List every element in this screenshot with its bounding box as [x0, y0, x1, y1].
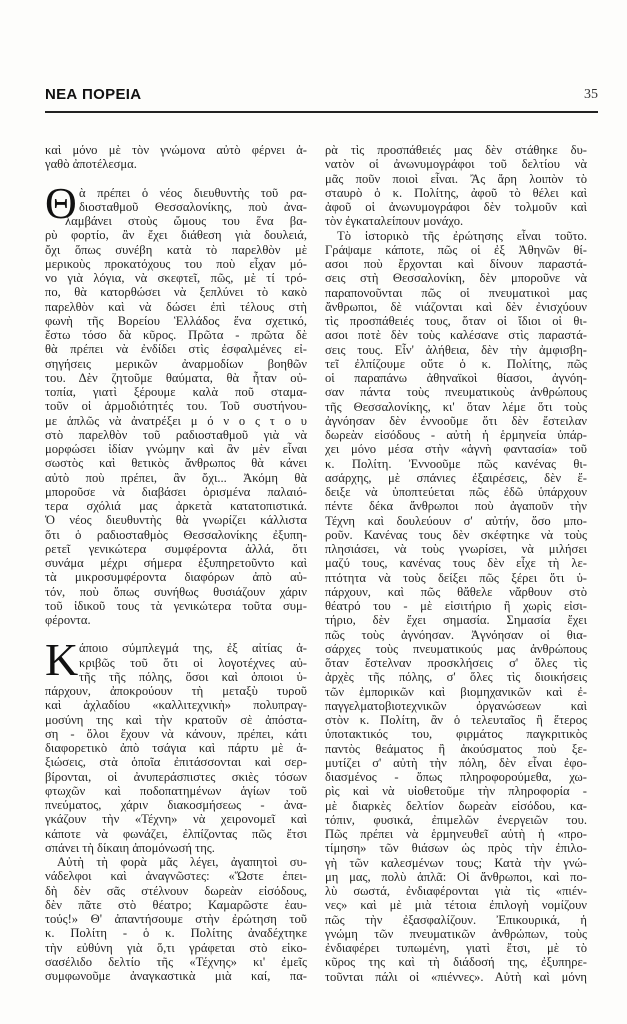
text-line: νατὸν οἱ ἀνωνυμογράφοι τοῦ δελτίου νὰ	[325, 157, 587, 172]
drop-cap-theta: Θ	[45, 178, 77, 228]
text-line: γαθὸ ἀποτέλεσμα.	[45, 157, 137, 172]
text-line: φέροντα.	[45, 613, 91, 627]
text-line: παγγελματοβιοτεχνικῶν ὀργανώσεων καὶ	[325, 698, 587, 713]
text-line: ασοι ποτὲ δὲν τοὺς καλέσανε στὶς παραστά-	[325, 328, 587, 343]
text-line: διασμένος - ὅπως πληροφορούμεθα, χω-	[325, 770, 587, 784]
text-line: θὰ πρέπει νὰ ἐνδίδει στὶς ἐσφαλμένες εἰ-	[45, 342, 307, 357]
text-line: πῶς τὴν ἐξασφαλίζουν. Ἐπικουρικά, ἡ	[325, 912, 587, 927]
text-line: σεις στὴ Θεσσαλονίκη, δὲν μποροῦνε νὰ	[325, 271, 587, 286]
text-line: μοσύνη της καὶ τὴν κρατοῦν σὲ ἀπόστα-	[45, 712, 307, 727]
text-line: διοσταθμοῦ Θεσσαλονίκης, ποὺ ἀνα-	[79, 199, 307, 214]
text-line: χει μόνο μέσα στὴν «ἁγνὴ φαντασία» τοῦ	[325, 442, 587, 457]
text-line: τήριο, δὲν ἔχει σημασία. Σημασία ἔχει	[325, 613, 587, 628]
text-line: ἔστω τόσο δὰ κῦρος. Πρῶτα - πρῶτα δὲ	[45, 328, 307, 342]
text-line: μᾶς ποῦν ποιοὶ εἶναι. Ἂς ἄρη λοιπὸν τὸ	[325, 171, 587, 186]
text-line: ροῦν. Κανένας τους δὲν σκέφτηκε νὰ τοὺς	[325, 527, 587, 542]
text-line: τὰ μικροσυμφέροντα διαφόρων ἀπὸ αὐ-	[45, 570, 307, 585]
text-line: ρὺ φορτίο, ἂν ἔχει διάθεση γιὰ δουλειά,	[45, 228, 307, 243]
text-line: ὑποτακτικός του, φιρμάτος παγκριτικὸς	[325, 727, 587, 742]
text-line: παντὸς θεάματος ἢ ἀκούσματος ποὺ ξε-	[325, 741, 587, 756]
text-line: άποιο σύμπλεγμά της, ἐξ αἰτίας ἀ-	[79, 641, 307, 656]
text-line: πνεύματος, χάριν διακοσμήσεως - ἀνα-	[45, 798, 307, 812]
text-line: δωρεὰν εἰσόδους - αὐτὴ ἡ ἑρμηνεία ὑπάρ-	[325, 428, 587, 442]
right-paragraph-1	[325, 143, 587, 229]
text-line: τὶς προσπάθειές τους, ὅταν οἱ ἴδιοι οἱ θι-	[325, 314, 587, 328]
text-line: τὴν εὐθύνη γιὰ ὅ,τι γράφεται στὸ εἰκο-	[45, 940, 307, 955]
text-line: πῶς τοὺς ἀγνόησαν. Ἀγνόησαν οἱ θια-	[325, 627, 587, 642]
text-line: λαμβάνει στοὺς ὤμους του ἕνα βα-	[65, 214, 307, 228]
text-line: τεῖ ἐλπίζουμε οὔτε ὁ κ. Πολίτης, πῶς	[325, 356, 587, 371]
text-line: στὸ παρελθὸν τοῦ ραδιοσταθμοῦ γιὰ νὰ	[45, 427, 307, 442]
text-line: Γράψαμε κάποτε, πῶς οἱ ἐξ Ἀθηνῶν θί-	[325, 242, 587, 257]
text-line: δειξε νὰ ὑποπτεύεται πῶς ἐδῶ ὑπάρχουν	[325, 485, 587, 499]
text-line: ὅτι ὁ ραδιοσταθμὸς Θεσσαλονίκης ἐξυπη-	[45, 527, 307, 542]
text-line: κάποτε νὰ φωνάζει, ἐλπίζοντας πῶς ἔτσι	[45, 826, 307, 841]
text-line: σασέλιδο δελτίο τῆς «Τέχνης» κι' ἐμεῖς	[45, 954, 307, 969]
text-line: ἀφοῦ οἱ ἀνωνυμογράφοι δὲν τολμοῦν καὶ	[325, 200, 587, 214]
text-line: τῶν ἐμπορικῶν καὶ βιομηχανικῶν καὶ ἐ-	[325, 684, 587, 699]
text-line: μαζύ τους, κανένας τους δὲν εἶχε τὴ λε-	[325, 556, 587, 571]
text-line: γκάζουν τὴν «Τέχνη» νὰ χειρονομεῖ καὶ	[45, 812, 307, 827]
text-line: βίρονται, οἱ ἀνυπεράσπιστες σκιὲς τόσων	[45, 769, 307, 784]
text-line: ὰ πρέπει ὁ νέος διευθυντὴς τοῦ ρα-	[79, 185, 307, 200]
text-line: μὲ διαρκὲς δελτίον δωρεὰν εἰσόδου, κα-	[325, 798, 587, 813]
text-line: νες» καὶ μὲ μιὰ τέτοια ἐπιλογὴ νομίζουν	[325, 898, 587, 913]
text-line: σηγήσεις μερικῶν ἀναρμοδίων βοηθῶν	[45, 356, 307, 371]
text-line: δὴ δὲν σᾶς στέλνουν δωρεὰν εἰσόδους,	[45, 883, 307, 898]
text-line: παραπονοῦνται πῶς οἱ πνευματικοὶ μας	[325, 285, 587, 300]
text-line: πλησιάσει, νὰ τοὺς γνωρίσει, νὰ μιλήσει	[325, 542, 587, 556]
text-line: μποροῦσε νὰ διαβάσει ὁρισμένα παλαιό-	[45, 484, 307, 499]
text-line: σωστὸς καὶ θετικὸς ἄνθρωπος θὰ κάνει	[45, 456, 307, 471]
section-3-paragraph	[45, 855, 307, 983]
text-line: νάδελφοι καὶ ἀναγνῶστες: «Ὥστε ἐπει-	[45, 869, 307, 884]
text-line: δὲν πᾶτε στὸ θέατρο; Καμαρῶστε ἑαυ-	[45, 897, 307, 912]
section-1-paragraph	[45, 178, 307, 628]
text-line: Πῶς πρέπει νὰ ἑρμηνευθεῖ αὐτὴ ἡ «προ-	[325, 827, 587, 841]
text-line: τῆς τῆς πόλης, ὅσοι καὶ ὁποιοι ὑ-	[79, 669, 307, 684]
text-line: μυτίζει σ' αὐτὴ τὴν πόλη, δὲν εἶναι ἐφο-	[325, 755, 587, 770]
text-line: τόν, ποὺ ὅπως συνήθως θυσιάζουν χάριν	[45, 584, 307, 599]
text-line: διαφορετικὸ ἀπὸ τσάγια καὶ πάρτυ μὲ ἀ-	[45, 741, 307, 755]
text-line: πο, θὰ κατορθώσει νὰ ξεπλύνει τὸ κακὸ	[45, 285, 307, 300]
text-line: λὺ σωστά, ἐνδιαφέρονται γιὰ τὶς «πιέν-	[325, 884, 587, 898]
text-line: πτότητα νὰ τοὺς δείξει πῶς ξέρει ὅτι ὑ-	[325, 570, 587, 585]
text-line: παρελθὸν καὶ νὰ δώσει ἐπὶ τέλους στὴ	[45, 299, 307, 314]
text-line: ασοι ποὺ ἔρχονται καὶ δίνουν παραστά-	[325, 257, 587, 271]
text-line: του. Δὲν ζητοῦμε θαύματα, θὰ ἦταν οὐ-	[45, 370, 307, 385]
text-line: Τὸ ἱστορικὸ τῆς ἐρώτησης εἶναι τοῦτο.	[337, 228, 587, 243]
text-line: μορφώσει ἰδίαν γνώμην καὶ ἂν μὲν εἶναι	[45, 442, 307, 456]
text-line: σπάνει τὴ δίκαιη ἀπομόνωσή της.	[45, 840, 215, 855]
text-line: ρετεῖ γενικώτερα συμφέροντα ἀλλά, ὅτι	[45, 541, 307, 556]
text-line: πάρχουν, καὶ πῶς θἄθελε νἄρθουν στὸ	[325, 584, 587, 599]
text-line: συνάμα μέχρι σήμερα ἐξυπηρετοῦντο καὶ	[45, 556, 307, 570]
text-line: καὶ μόνο μὲ τὸν γνώμονα αὐτὸ φέρνει ἀ-	[45, 143, 307, 157]
text-line: τὸν ἐγκαταλείπουν μονάχο.	[325, 214, 464, 229]
text-line: τερα σχόλιά μας ἀρκετὰ κατατοπιστικά.	[45, 499, 307, 513]
text-line: τούς!» Θ' ἀπαντήσουμε στὴν ἐρώτηση τοῦ	[45, 912, 307, 926]
drop-cap-kappa: Κ	[45, 634, 79, 686]
text-line: ἐνδιαφέρει τυπωμένη, γιατὶ ἔτσι, μὲ τὸ	[325, 941, 587, 955]
text-line: κ. Πολίτη - ὁ κ. Πολίτης ἀναδέχτηκε	[45, 926, 307, 941]
text-line: πέντε δέκα ἄνθρωποι ποὺ ἀγαποῦν τὴν	[325, 499, 587, 514]
text-line: ὅταν ἔστελναν προσκλήσεις σ' ὅλες τὶς	[325, 656, 587, 670]
text-line: γνώμη τῶν πνευματικῶν ἀνθρώπων, τοὺς	[325, 926, 587, 941]
text-line: ση - ὅλοι ἔχουν νὰ κάνουν, πρέπει, κάτι	[45, 726, 307, 741]
text-line: φωνὴ τῆς Βορείου Ἑλλάδος ἕνα σχετικό,	[45, 313, 307, 328]
text-line: ἀγνόησαν δὲν ἐννοοῦμε ὅτι δὲν ἔστειλαν	[325, 413, 587, 428]
text-line: οἱ παραπάνω ἀθηναϊκοὶ θίασοι, ἀγνόη-	[325, 371, 587, 385]
text-line: καὶ ἀχλαδίου «καλλιτεχνικὴ» πολυπραγ-	[45, 698, 307, 713]
right-paragraph-2	[325, 229, 587, 984]
text-line: φτωχῶν καὶ ποδοπατημένων ἁγίων τοῦ	[45, 783, 307, 798]
text-line: σαν πάντα τοὺς πνευματικοὺς ἀνθρώπους	[325, 385, 587, 400]
text-line: με ἁπλῶς νὰ ἀνατρέξει μ ό ν ο ς τ ο υ	[45, 413, 307, 428]
text-line: μερικοὺς προκατόχους του ποὺ εἶχαν μό-	[45, 256, 307, 271]
text-line: ρὶς καὶ νὰ υἱοθετοῦμε τὴν πληροφορία -	[325, 784, 587, 799]
text-line: αὐτὸ ποὺ πρέπει, ἂν ὄχι... Ἀκόμη θὰ	[45, 470, 307, 485]
text-line: θέατρό του - μὲ εἰσιτήριο ἢ χωρὶς εἰσι-	[325, 599, 587, 613]
text-line: τόπιν, φυσικά, ἐπιμελῶν ἐνεργειῶν του.	[325, 812, 587, 827]
text-line: κριβῶς τοῦ ὅτι οἱ λογοτέχνες αὐ-	[79, 655, 307, 670]
text-line: ξιώσεις, στὰ ὁποῖα ἐπιτάσσονται καὶ σερ-	[45, 755, 307, 770]
right-column	[325, 143, 587, 984]
text-line: τοῦν οἱ ἁρμοδιότητές του. Τοῦ συστήνου-	[45, 399, 307, 414]
text-line: τοῦ ἰδικοῦ τους τὰ γενικώτερα τοῦτα συμ-	[45, 598, 307, 613]
text-line: ἀρχὲς τῆς πόλης, σ' ὅλες τὶς διοικήσεις	[325, 670, 587, 685]
text-line: τοῦνται πάλι οἱ «πιέννες». Αὐτὴ καὶ μόνη	[325, 969, 587, 984]
text-line: κῦρος της καὶ τὴ διάδοσή της, ἐξυπηρε-	[325, 955, 587, 970]
journal-title: ΝΕΑ ΠΟΡΕΙΑ	[45, 86, 142, 103]
text-line: ἄνθρωποι, δὲ νιάζονται καὶ δὲν ἐνισχύουν	[325, 299, 587, 314]
intro-paragraph	[45, 143, 307, 172]
text-line: ρὰ τὶς προσπάθειές μας δὲν στάθηκε δυ-	[325, 143, 587, 157]
running-header	[45, 86, 598, 106]
text-line: στὸν κ. Πολίτη, ἂν ὁ τελευταῖος ἢ ἕτερος	[325, 713, 587, 727]
header-rule	[45, 111, 598, 113]
text-line: γὴ τῶν καλεσμένων τους; Κατὰ τὴν γνώ-	[325, 855, 587, 870]
text-line: Αὐτὴ τὴ φορὰ μᾶς λέγει, ἀγαπητοὶ συ-	[57, 855, 307, 869]
text-line: Ὁ νέος διευθυντὴς θὰ γνωρίζει κάλλιστα	[45, 513, 307, 528]
text-line: τίμηση» τῶν θιάσων ὡς πρὸς τὴν ἐπιλο-	[325, 841, 587, 856]
text-line: σάρχες τοὺς πνευματικούς μας ἀνθρώπους	[325, 641, 587, 656]
text-line: σταυρὸ ὁ κ. Πολίτης, ἀφοῦ τὸ θέλει καὶ	[325, 185, 587, 200]
text-line: ὄχι ὅπως συνέβη κατὰ τὸ παρελθὸν μὲ	[45, 242, 307, 257]
text-line: τῆς Θεσσαλονίκης, κι' ὅταν λέμε ὅτι τοὺς	[325, 399, 587, 414]
text-line: συμφωνοῦμε ἀναγκαστικὰ μιὰ καί, πα-	[45, 969, 307, 983]
section-2-paragraph	[45, 634, 307, 855]
text-line: μη μας, πολὺ ἁπλᾶ: Οἱ ἄνθρωποι, καὶ πο-	[325, 869, 587, 884]
text-line: τοπία, γιατὶ ξέρουμε καλὰ ποῦ σταμα-	[45, 385, 307, 399]
text-line: κ. Πολίτη. Ἐννοοῦμε πῶς κανένας θι-	[325, 456, 587, 471]
text-line: νο γιὰ λόγια, νὰ σκεφτεῖ, πῶς, μὲ τί τρό-	[45, 271, 307, 285]
page-number: 35	[584, 87, 598, 102]
text-line: πάρχουν, ἀποκρούουν τὴ μεταξὺ τυροῦ	[45, 684, 307, 698]
text-line: σεις τους. Εἶν' ἀλήθεια, δὲν τὴν ἀμφισβη-	[325, 342, 587, 357]
left-column	[45, 143, 307, 983]
text-line: ασάρχης, μὲ σπάνιες ἐξαιρέσεις, δὲν ἔ-	[325, 470, 587, 485]
text-line: Τέχνη καὶ δουλεύουν σ' αὐτήν, ὅσο μπο-	[325, 513, 587, 528]
